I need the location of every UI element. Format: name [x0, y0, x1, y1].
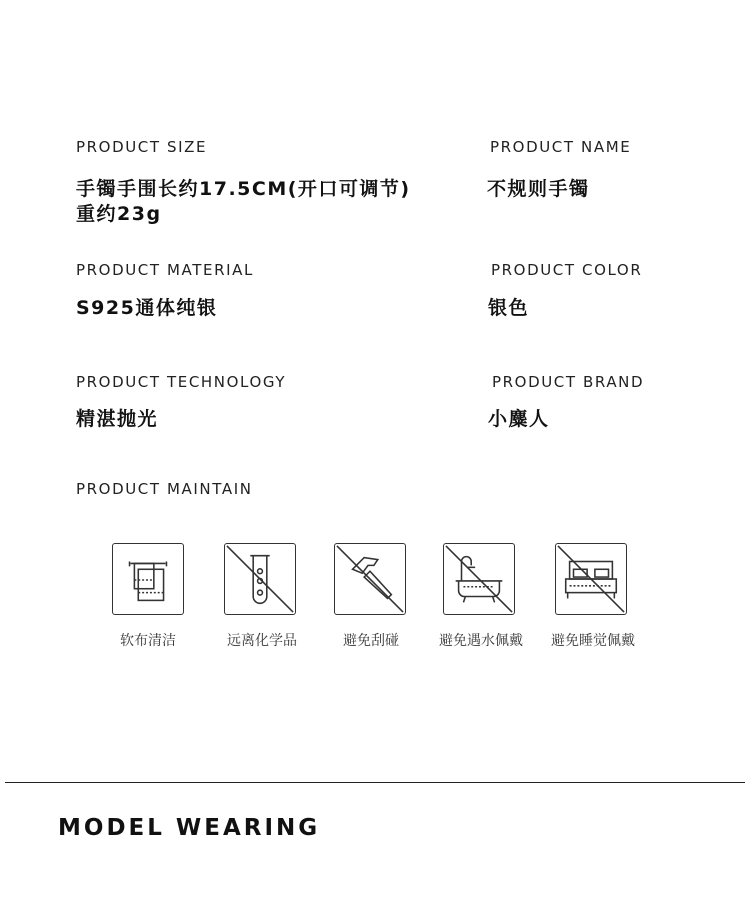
material-value: S925通体纯银 [76, 297, 218, 319]
brand-label: PRODUCT BRAND [492, 373, 645, 391]
maintain-caption-4: 避免遇水佩戴 [439, 633, 523, 649]
maintain-caption-3: 避免刮碰 [343, 633, 399, 649]
maintain-caption-2: 远离化学品 [227, 633, 297, 649]
size-value-line2: 重约23g [76, 203, 162, 225]
size-value [76, 177, 411, 227]
section-divider [5, 782, 745, 783]
name-label: PRODUCT NAME [490, 138, 632, 156]
no-chemicals-icon [224, 543, 296, 615]
technology-value: 精湛抛光 [76, 408, 159, 430]
no-hammer-icon [334, 543, 406, 615]
name-value: 不规则手镯 [487, 178, 590, 200]
size-label: PRODUCT SIZE [76, 138, 208, 156]
size-value-line1: 手镯手围长约17.5CM(开口可调节) [76, 178, 411, 200]
brand-value: 小麋人 [488, 408, 550, 430]
no-bath-icon [443, 543, 515, 615]
maintain-label: PRODUCT MAINTAIN [76, 480, 253, 498]
no-bed-icon [555, 543, 627, 615]
color-value: 银色 [488, 297, 530, 319]
material-label: PRODUCT MATERIAL [76, 261, 254, 279]
maintain-caption-1: 软布清洁 [120, 633, 176, 649]
towel-icon [112, 543, 184, 615]
color-label: PRODUCT COLOR [491, 261, 643, 279]
technology-label: PRODUCT TECHNOLOGY [76, 373, 287, 391]
maintain-caption-5: 避免睡觉佩戴 [551, 633, 635, 649]
section-title: MODEL WEARING [58, 815, 321, 841]
